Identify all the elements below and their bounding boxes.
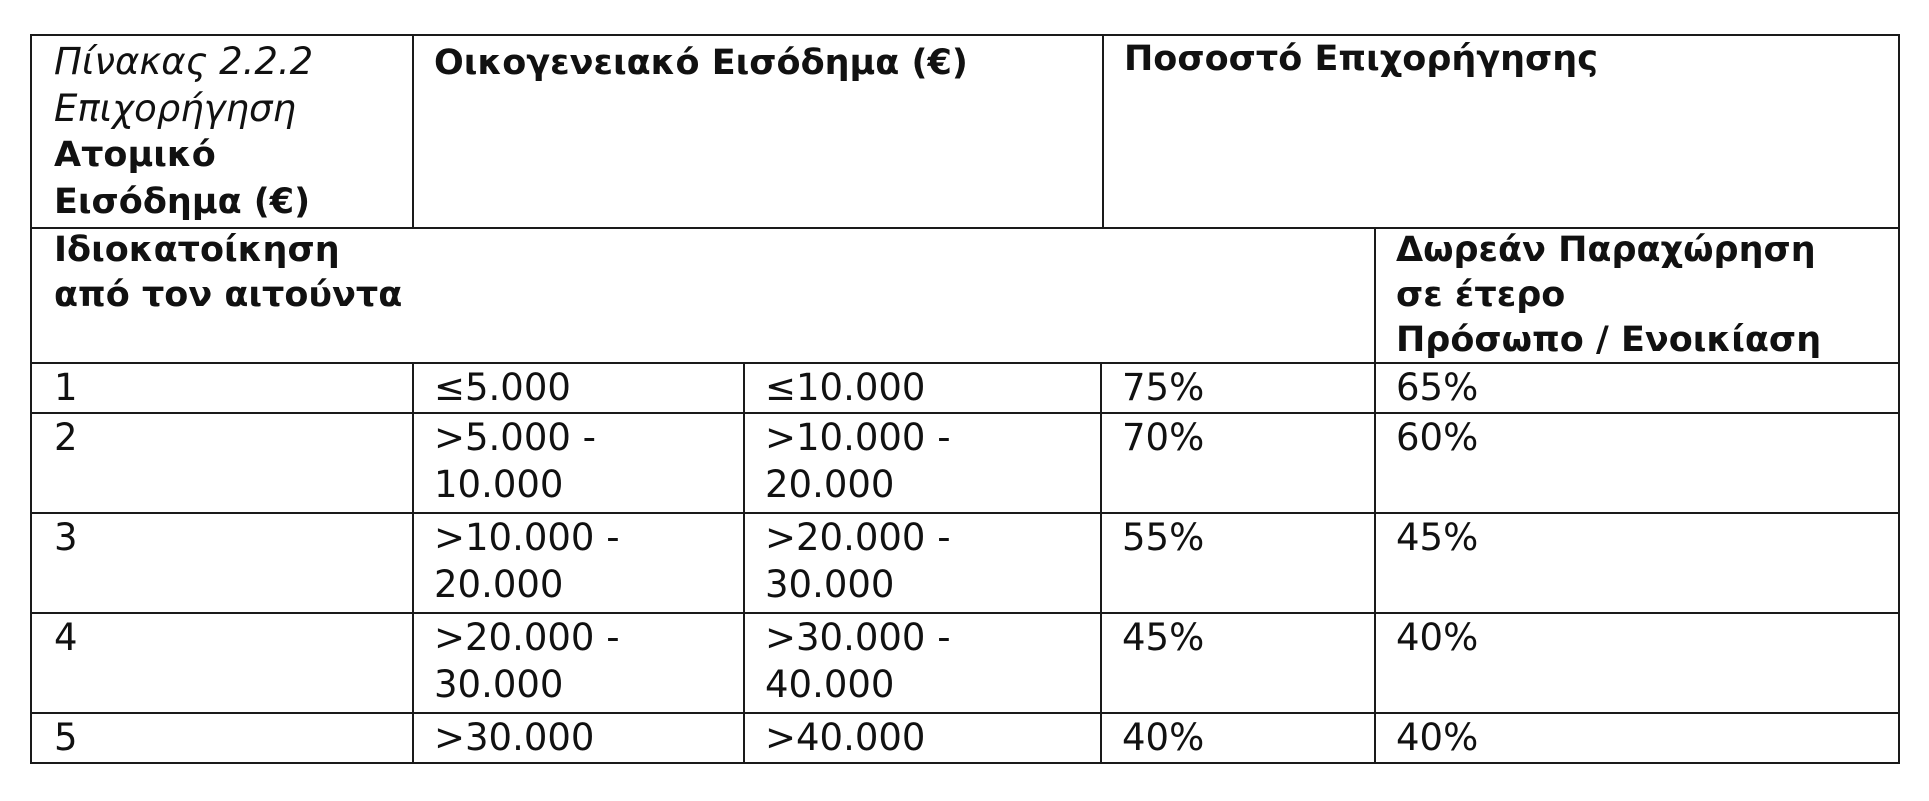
- cell-line: 20.000: [765, 463, 895, 506]
- grant-table: [30, 34, 1900, 764]
- cell-line: >20.000 -: [434, 616, 620, 659]
- family-income-cell: ≤10.000: [765, 366, 926, 409]
- personal-income-cell: ≤5.000: [434, 366, 571, 409]
- free-concession-cell: 60%: [1396, 416, 1479, 459]
- category-cell: 4: [54, 616, 78, 659]
- family-income-cell: >40.000: [765, 716, 926, 759]
- column-divider: [412, 362, 414, 762]
- free-concession-cell: 65%: [1396, 366, 1479, 409]
- grant-percentage-header: Ποσοστό Επιχορήγησης: [1124, 39, 1598, 79]
- column-divider: [1102, 36, 1104, 227]
- owner-occupied-cell: 45%: [1122, 616, 1205, 659]
- cell-line: 30.000: [765, 563, 895, 606]
- header-line: Πρόσωπο / Ενοικίαση: [1396, 320, 1822, 360]
- cell-line: 40.000: [765, 663, 895, 706]
- personal-income-cell: [434, 614, 620, 708]
- free-concession-cell: 40%: [1396, 716, 1479, 759]
- personal-income-header: Ατομικό: [54, 135, 216, 175]
- free-concession-header: [1396, 228, 1821, 363]
- free-concession-cell: 45%: [1396, 516, 1479, 559]
- category-cell: 5: [54, 716, 78, 759]
- header-line: Ιδιοκατοίκηση: [54, 230, 340, 270]
- cell-line: >10.000 -: [434, 516, 620, 559]
- owner-occupied-cell: 70%: [1122, 416, 1205, 459]
- header-line: Δωρεάν Παραχώρηση: [1396, 230, 1816, 270]
- personal-income-cell: [434, 414, 596, 508]
- family-income-cell: [765, 614, 951, 708]
- row-divider: [32, 412, 1898, 414]
- free-concession-cell: 40%: [1396, 616, 1479, 659]
- cell-line: >30.000 -: [765, 616, 951, 659]
- cell-line: 30.000: [434, 663, 564, 706]
- cell-line: 10.000: [434, 463, 564, 506]
- caption-line: Επιχορήγηση: [54, 87, 296, 130]
- personal-income-cell: [434, 514, 620, 608]
- category-cell: 2: [54, 416, 78, 459]
- header-line: από τον αιτούντα: [54, 275, 403, 315]
- family-income-header: Οικογενειακό Εισόδημα (€): [434, 43, 968, 83]
- column-divider: [743, 362, 745, 762]
- cell-line: >20.000 -: [765, 516, 951, 559]
- row-divider: [32, 512, 1898, 514]
- owner-occupied-cell: 55%: [1122, 516, 1205, 559]
- header-line: σε έτερο: [1396, 275, 1566, 315]
- cell-line: 20.000: [434, 563, 564, 606]
- column-divider: [1374, 362, 1376, 762]
- row-divider: [32, 612, 1898, 614]
- owner-occupied-cell: 40%: [1122, 716, 1205, 759]
- column-divider: [1374, 227, 1376, 362]
- table-caption: [54, 38, 313, 226]
- caption-line: Πίνακας 2.2.2: [54, 40, 314, 83]
- owner-occupied-cell: 75%: [1122, 366, 1205, 409]
- row-divider: [32, 712, 1898, 714]
- category-cell: 3: [54, 516, 78, 559]
- personal-income-cell: >30.000: [434, 716, 595, 759]
- owner-occupied-header: [54, 228, 402, 318]
- family-income-cell: [765, 414, 951, 508]
- category-cell: 1: [54, 366, 78, 409]
- personal-income-header: Εισόδημα (€): [54, 182, 311, 222]
- cell-line: >10.000 -: [765, 416, 951, 459]
- cell-line: >5.000 -: [434, 416, 597, 459]
- column-divider: [1100, 362, 1102, 762]
- column-divider: [412, 36, 414, 227]
- family-income-cell: [765, 514, 951, 608]
